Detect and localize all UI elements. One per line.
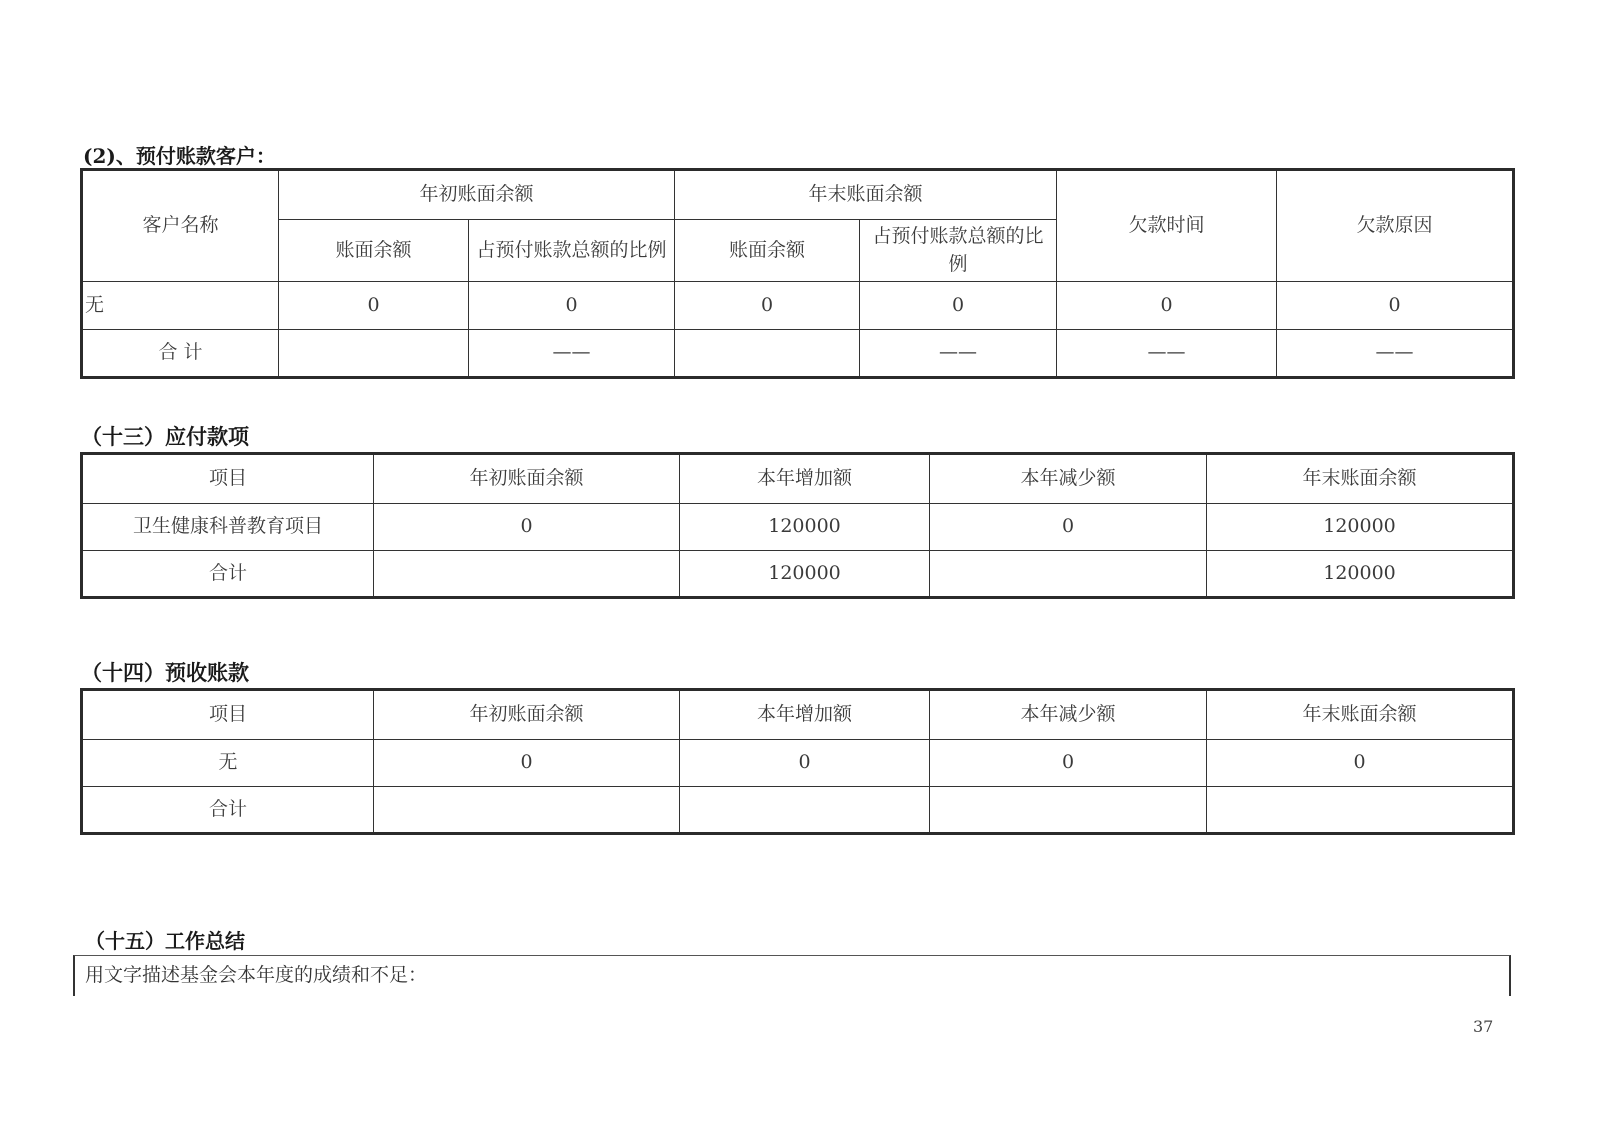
work-summary-prompt: 用文字描述基金会本年度的成绩和不足： xyxy=(85,964,428,986)
cell-total-begin-balance xyxy=(279,330,469,378)
cell-end-balance: 0 xyxy=(675,282,860,330)
header-customer-name: 客户名称 xyxy=(82,170,279,282)
header-arrears-reason: 欠款原因 xyxy=(1277,170,1514,282)
header-end-ratio: 占预付账款总额的比例 xyxy=(860,220,1057,282)
cell-customer: 无 xyxy=(82,282,279,330)
advance-receipts-table xyxy=(80,688,1515,835)
header-decrease: 本年减少额 xyxy=(930,690,1207,740)
header-item: 项目 xyxy=(82,690,374,740)
header-year-end-balance: 年末账面余额 xyxy=(675,170,1057,220)
header-increase: 本年增加额 xyxy=(680,690,930,740)
table-row xyxy=(82,504,1514,551)
header-begin-book-balance: 账面余额 xyxy=(279,220,469,282)
cell-increase: 0 xyxy=(680,740,930,787)
header-year-end-balance: 年末账面余额 xyxy=(1207,690,1514,740)
header-year-begin-balance: 年初账面余额 xyxy=(374,690,680,740)
table-row xyxy=(82,282,1514,330)
work-summary-box xyxy=(73,955,1511,996)
prepaid-header-row-1 xyxy=(82,170,1514,220)
cell-total-label: 合 计 xyxy=(82,330,279,378)
cell-total-increase xyxy=(680,787,930,834)
payables-section-title: （十三）应付款项 xyxy=(81,424,249,449)
payables-header-row xyxy=(82,454,1514,504)
cell-arrears-time: 0 xyxy=(1057,282,1277,330)
header-year-begin-balance: 年初账面余额 xyxy=(374,454,680,504)
cell-end-balance: 0 xyxy=(1207,740,1514,787)
payables-table xyxy=(80,452,1515,599)
cell-total-decrease xyxy=(930,551,1207,598)
cell-total-label: 合计 xyxy=(82,551,374,598)
cell-begin-balance: 0 xyxy=(279,282,469,330)
prepaid-section-title: (2)、预付账款客户： xyxy=(83,144,276,168)
cell-begin-balance: 0 xyxy=(374,740,680,787)
advance-receipts-section-title: （十四）预收账款 xyxy=(81,660,249,685)
cell-item: 卫生健康科普教育项目 xyxy=(82,504,374,551)
header-decrease: 本年减少额 xyxy=(930,454,1207,504)
header-end-book-balance: 账面余额 xyxy=(675,220,860,282)
cell-total-begin-balance xyxy=(374,551,680,598)
prepaid-accounts-table xyxy=(80,168,1515,379)
header-year-end-balance: 年末账面余额 xyxy=(1207,454,1514,504)
cell-end-balance: 120000 xyxy=(1207,504,1514,551)
page-number: 37 xyxy=(1473,1017,1494,1036)
cell-total-begin-balance xyxy=(374,787,680,834)
header-item: 项目 xyxy=(82,454,374,504)
cell-increase: 120000 xyxy=(680,504,930,551)
total-row xyxy=(82,787,1514,834)
cell-total-begin-ratio: —— xyxy=(469,330,675,378)
cell-end-ratio: 0 xyxy=(860,282,1057,330)
cell-arrears-reason: 0 xyxy=(1277,282,1514,330)
header-begin-ratio: 占预付账款总额的比例 xyxy=(469,220,675,282)
total-row xyxy=(82,551,1514,598)
cell-total-end-balance: 120000 xyxy=(1207,551,1514,598)
cell-decrease: 0 xyxy=(930,740,1207,787)
header-year-begin-balance: 年初账面余额 xyxy=(279,170,675,220)
cell-total-end-ratio: —— xyxy=(860,330,1057,378)
table-row xyxy=(82,740,1514,787)
header-increase: 本年增加额 xyxy=(680,454,930,504)
cell-total-decrease xyxy=(930,787,1207,834)
cell-total-increase: 120000 xyxy=(680,551,930,598)
cell-total-end-balance xyxy=(1207,787,1514,834)
cell-begin-balance: 0 xyxy=(374,504,680,551)
cell-total-end-balance xyxy=(675,330,860,378)
cell-decrease: 0 xyxy=(930,504,1207,551)
cell-total-label: 合计 xyxy=(82,787,374,834)
cell-begin-ratio: 0 xyxy=(469,282,675,330)
cell-item: 无 xyxy=(82,740,374,787)
advance-header-row xyxy=(82,690,1514,740)
work-summary-section-title: （十五）工作总结 xyxy=(85,929,245,953)
total-row xyxy=(82,330,1514,378)
header-arrears-time: 欠款时间 xyxy=(1057,170,1277,282)
cell-total-arrears-reason: —— xyxy=(1277,330,1514,378)
cell-total-arrears-time: —— xyxy=(1057,330,1277,378)
